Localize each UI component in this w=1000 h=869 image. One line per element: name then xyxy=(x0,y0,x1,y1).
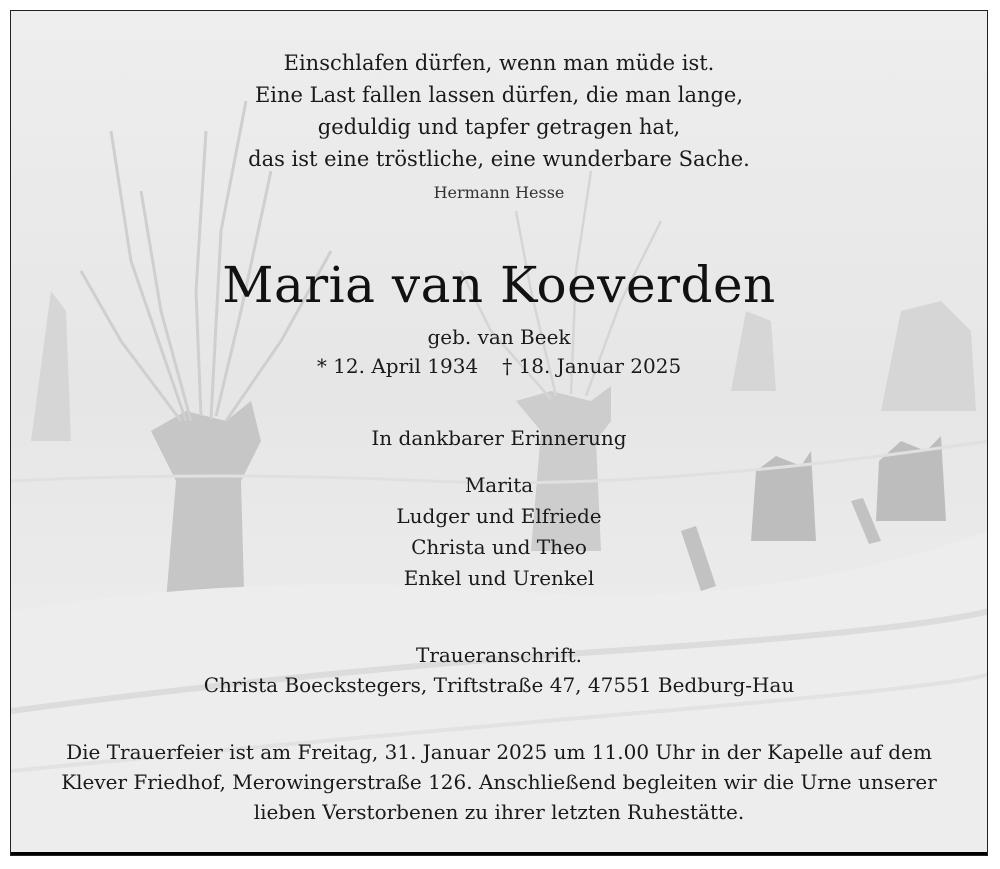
mourning-address: Christa Boeckstegers, Triftstraße 47, 47551 Bedburg-Hau xyxy=(203,673,795,697)
mourner-name: Marita xyxy=(464,473,534,497)
birth-name: geb. van Beek xyxy=(427,325,571,349)
poem-line: Eine Last fallen lassen dürfen, die man lange, xyxy=(254,83,744,107)
deceased-name: Maria van Koeverden xyxy=(222,256,776,314)
funeral-ceremony-text xyxy=(11,737,987,827)
mourners-list xyxy=(11,470,987,594)
birth-date: * 12. April 1934 xyxy=(316,354,479,378)
poem-line: geduldig und tapfer getragen hat, xyxy=(317,115,681,139)
mourner-name: Christa und Theo xyxy=(411,535,587,559)
obituary-card xyxy=(10,10,988,856)
ceremony-line: Klever Friedhof, Merowingerstraße 126. Anschließend begleiten wir die Urne unserer xyxy=(61,770,937,794)
poem-line: Einschlafen dürfen, wenn man müde ist. xyxy=(283,51,715,75)
death-date: † 18. Januar 2025 xyxy=(502,354,682,378)
ceremony-line: lieben Verstorbenen zu ihrer letzten Ruhestätte. xyxy=(253,800,745,824)
remembrance-intro: In dankbarer Erinnerung xyxy=(371,426,627,450)
hesse-poem xyxy=(11,47,987,175)
ceremony-line: Die Trauerfeier ist am Freitag, 31. Januar 2025 um 11.00 Uhr in der Kapelle auf dem xyxy=(66,740,932,764)
poem-author: Hermann Hesse xyxy=(433,183,565,202)
mourner-name: Ludger und Elfriede xyxy=(396,504,602,528)
address-heading: Traueranschrift. xyxy=(415,643,582,667)
life-dates xyxy=(11,354,987,378)
poem-line: das ist eine tröstliche, eine wunderbare Sache. xyxy=(248,147,750,171)
mourner-name: Enkel und Urenkel xyxy=(403,566,595,590)
